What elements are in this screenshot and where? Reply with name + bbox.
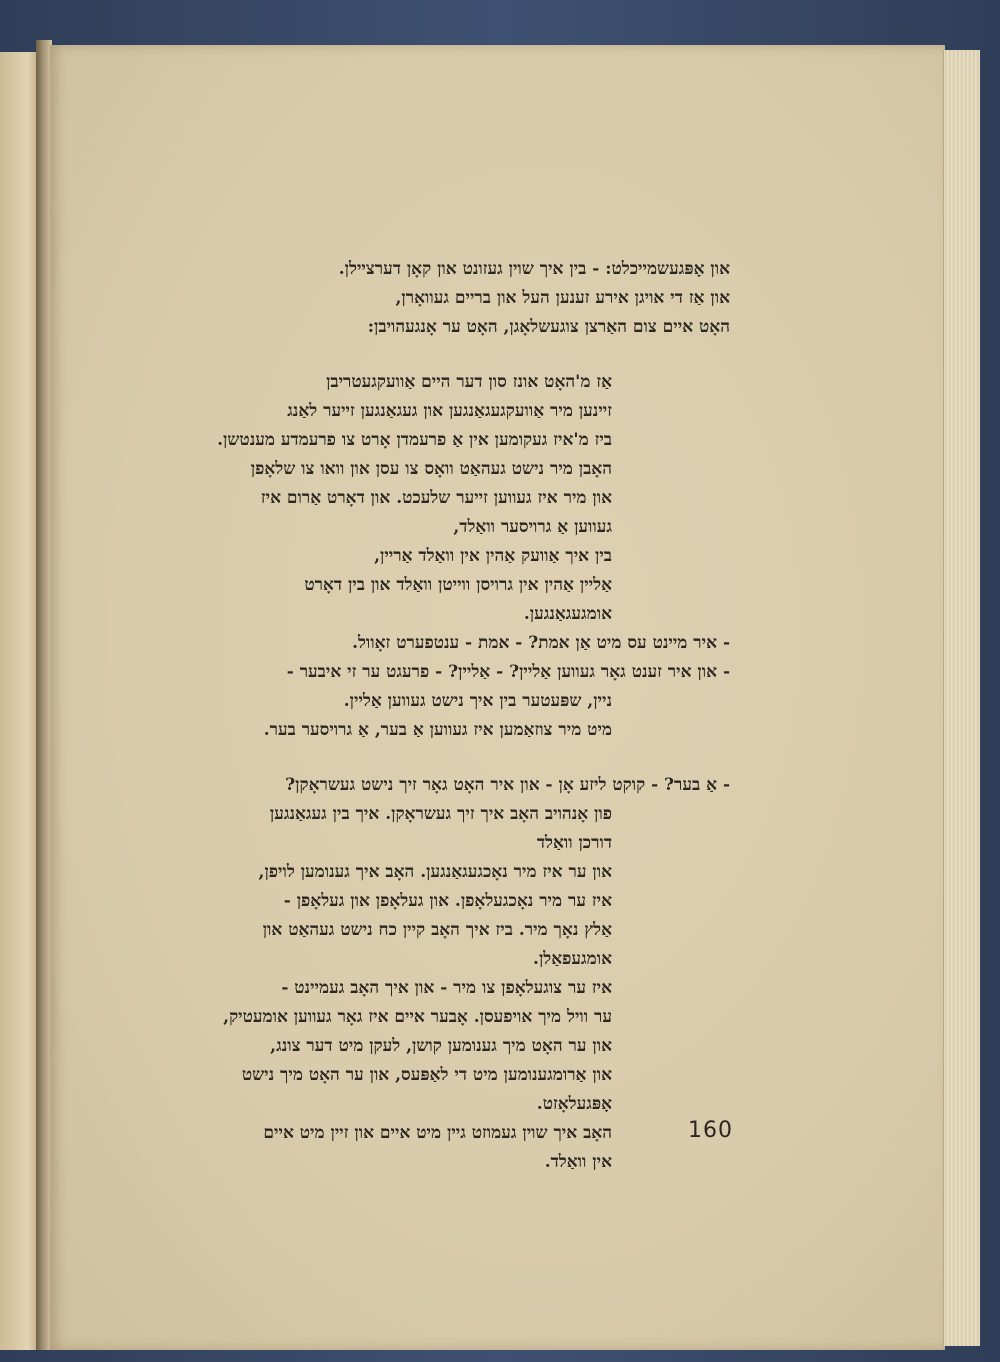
- story-verse: [150, 368, 730, 629]
- dialog-line: ניין, שפּעטער בין איך נישט געווען אַליין.: [343, 691, 612, 711]
- text-line: זיינען מיר אַוועקגעגאַנגען און געגאַנגען זייער לאַנג: [287, 401, 612, 421]
- text-line: האָט איים צום האַרצן צוגעשלאָגן, האָט ער אָנגעהויבן:: [367, 317, 730, 337]
- dialog-line: און ער האָט מיך גענומען קושן, לעקן מיט דער צונג,: [270, 1036, 612, 1056]
- text-line: אַליין אַהין אין גרויסן ווייטן וואַלד און בין דאָרט: [304, 575, 612, 595]
- page-text: [150, 255, 730, 1177]
- dialog-line: - איר מיינט עס מיט אַן אמת? - אמת - ענטפערט זאָוול.: [352, 633, 730, 653]
- text-line: בין איך אַוועק אַהין אין וואַלד אַריין,: [374, 546, 612, 566]
- text-line: און אָפּגעשמייכלט: - בין איך שוין געזונט און קאָן דערציילן.: [338, 259, 730, 279]
- dialog-line: פון אָנהויב האָב איך זיך געשראָקן. איך בין געגאַנגען: [269, 804, 612, 824]
- dialog-line: אַלץ נאָך מיר. ביז איך האָב קיין כח נישט געהאַט און: [262, 920, 612, 940]
- left-page-edge: [0, 52, 40, 1350]
- text-line: געווען אַ גרויסער וואַלד,: [453, 517, 612, 537]
- text-line: האָבן מיר נישט געהאַט וואָס צו עסן און וואו צו שלאָפן: [250, 459, 612, 479]
- text-line: אומגעגאַנגען.: [523, 604, 612, 624]
- text-line: און אַז די אויגן אירע זענען העל און בריים געוואָרן,: [395, 288, 730, 308]
- dialog-line: דורכן וואַלד: [536, 833, 612, 853]
- dialog-line: - אַ בער? - קוקט ליזע אָן - און איר האָט גאָר זיך נישט געשראָקן?: [285, 775, 730, 795]
- dialog-line: - און איר זענט גאָר געווען אַליין? - אַליין? - פרעגט ער זי איבער -: [286, 662, 730, 682]
- dialog-line: איז ער צוגעלאָפן צו מיר - און איך האָב געמיינט -: [281, 978, 612, 998]
- dialog-line: אָפּגעלאָזט.: [536, 1094, 612, 1114]
- dialog-line: מיט מיר צוזאַמען איז געווען אַ בער, אַ גרויסער בער.: [263, 720, 612, 740]
- text-line: ביז מ'איז געקומען אין אַ פרעמדן אָרט צו פרעמדע מענטשן.: [217, 430, 612, 450]
- page-stack-edge: [943, 50, 980, 1346]
- dialog-line: אין וואַלד.: [544, 1152, 612, 1172]
- text-line: און מיר איז געווען זייער שלעכט. און דאָרט אַרום איז: [260, 488, 612, 508]
- dialog-line: און אַרומגענומען מיט די לאַפּעס, און ער האָט מיך נישט: [241, 1065, 612, 1085]
- text-line: אַז מ'האָט אונז סון דער היים אַוועקגעטריבן: [326, 372, 612, 392]
- dialog-line: ער וויל מיך אויפעסן. אָבער איים איז גאָר געווען אומעטיק,: [223, 1007, 612, 1027]
- page-number: 160: [688, 1118, 733, 1143]
- dialog-line: האָב איך שוין געמוזט גיין מיט איים און זיין מיט איים: [263, 1123, 612, 1143]
- dialog-line: איז ער מיר נאָכגעלאָפן. און געלאָפן און געלאָפן -: [283, 891, 612, 911]
- dialog-line: אומגעפאַלן.: [533, 949, 612, 969]
- dialog-line: און ער איז מיר נאָכגעגאַנגען. האָב איך גענומען לויפן,: [258, 862, 612, 882]
